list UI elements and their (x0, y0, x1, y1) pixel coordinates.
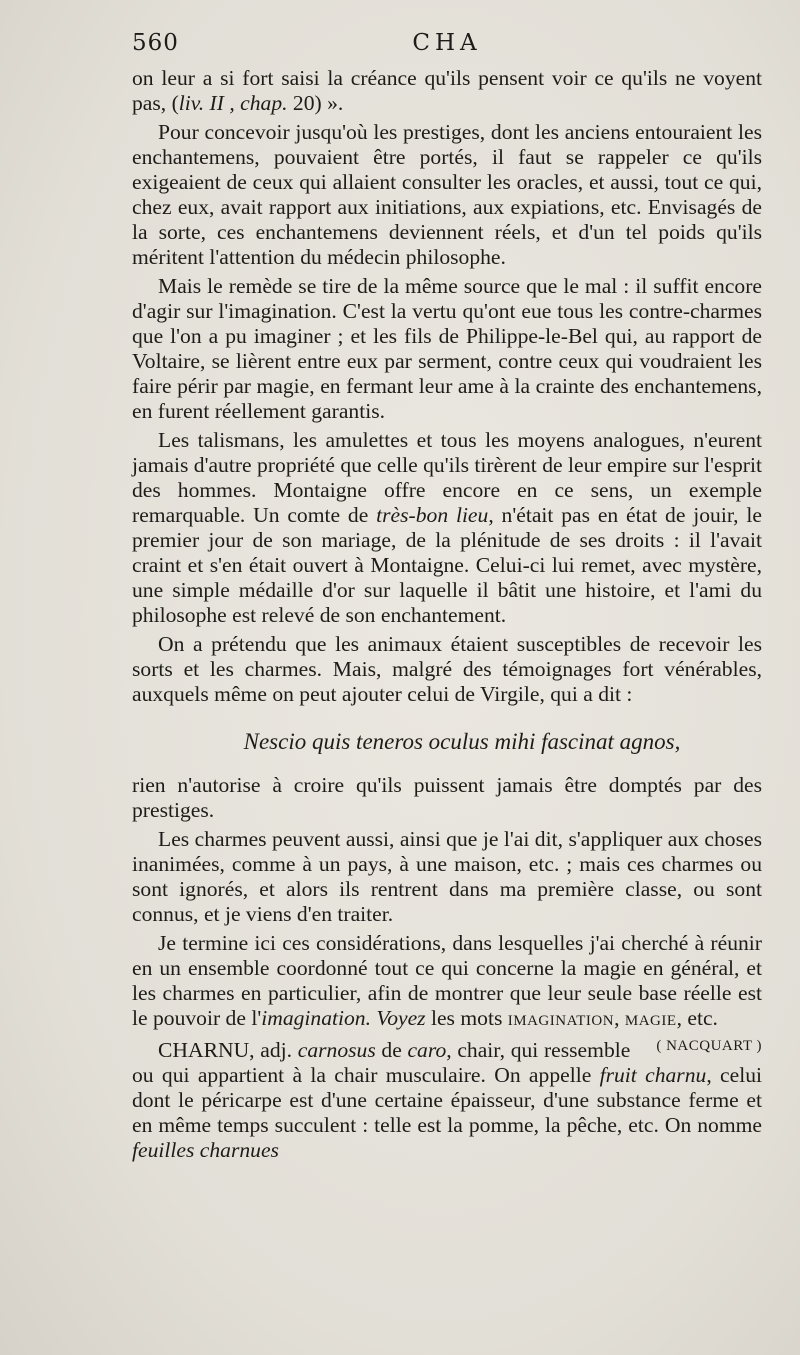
text-run: de (375, 1038, 408, 1062)
paragraph: Pour concevoir jusqu'où les prestiges, dont les anciens entouraient les enchantemens, pouvaient être portés, il faut se rappeler ce qu'ils exigeaient de ceux qui allaient consulter les oracles, et aussi, tout ce qui, chez eux, avait rapport aux initiations, aux expiations, etc. Envisagés de la sorte, ces enchantemens deviennent réels, et d'un tel poids qu'ils méritent l'attention du médecin philosophe. (132, 120, 762, 269)
italic-phrase: très-bon lieu (376, 503, 489, 527)
paragraph: Mais le remède se tire de la même source que le mal : il suffit encore d'agir sur l'imagination. C'est la vertu qu'ont eue tous les contre-charmes que l'on a pu imaginer ; et les fils de Philippe-le-Bel qui, au rapport de Voltaire, se lièrent entre eux par serment, contre ceux qui voudraient les faire périr par magie, en fermant leur ame à la crainte des enchantemens, en furent réellement garantis. (132, 274, 762, 423)
latin-verse-quote: Nescio quis teneros oculus mihi fascinat agnos, (243, 729, 681, 754)
text-run: les mots (425, 1006, 508, 1030)
text-run: , etc. (676, 1006, 718, 1030)
author-signature: ( NACQUART ) (656, 1038, 762, 1054)
paragraph: rien n'autorise à croire qu'ils puissent jamais être domptés par des prestiges. (132, 773, 762, 822)
italic-phrase: imagination. Voyez (261, 1006, 426, 1030)
cross-reference: IMAGINATION (507, 1013, 615, 1029)
text-run: 20) ». (287, 91, 344, 115)
paragraph (132, 428, 762, 628)
italic-phrase: fruit charnu (599, 1063, 707, 1087)
text-run: , celui dont le péricarpe est d'une certaine épaisseur, d'une substance ferme et en même temps succulent : telle est la pomme, la pêche, etc. On nomme (132, 1063, 762, 1137)
text-run: , n'était pas en état de jouir, le premier jour de son mariage, de la plénitude de ses droits : il l'avait craint et s'en était ouvert à Montaigne. Celui-ci lui remet, avec mystère, une simple médaille d'or sur laquelle il bâtit une histoire, et l'ami du philosophe est relevé de son enchantement. (132, 503, 762, 627)
paragraph-continuation (132, 66, 762, 116)
paragraph: Les charmes peuvent aussi, ainsi que je l'ai dit, s'appliquer aux choses inanimées, comme à un pays, à une maison, etc. ; mais ces charmes ou sont ignorés, et alors ils rentrent dans ma première classe, ou sont connus, et je viens d'en traiter. (132, 827, 762, 926)
text-run: Je termine ici ces considérations, dans lesquelles j'ai cherché à réunir en un ensemble coordonné tout ce qui concerne la magie en général, et les charmes en particulier, afin de montrer que leur seule base réelle est le pouvoir de l' (132, 931, 762, 1030)
running-head: CHA (412, 30, 482, 56)
citation-reference: liv. II , chap. (178, 91, 288, 115)
italic-phrase: feuilles charnues (132, 1138, 279, 1162)
entry-headword: CHARNU, adj. (158, 1038, 298, 1062)
page-header (132, 30, 762, 64)
text-run: , chair, qui ressemble ou qui appartient à la chair musculaire. On appelle (132, 1038, 631, 1087)
text-run: Les talismans, les amulettes et tous les moyens analogues, n'eurent jamais d'autre propriété que celle qu'ils tirèrent de leur empire sur l'esprit des hommes. Montaigne offre encore en ce sens, un exemple remarquable. Un comte de (132, 428, 762, 527)
main-text (132, 66, 762, 1163)
paragraph: On a prétendu que les animaux étaient susceptibles de recevoir les sorts et les charmes. Mais, malgré des témoignages fort vénérables, auxquels même on peut ajouter celui de Virgile, qui a dit : (132, 632, 762, 706)
italic-phrase: caro (407, 1038, 447, 1062)
cross-reference: MAGIE (624, 1013, 677, 1029)
italic-phrase: carnosus (297, 1038, 376, 1062)
page-number: 560 (132, 30, 179, 56)
text-run: on leur a si fort saisi la créance qu'ils pensent voir ce qu'ils ne voyent pas, ( (132, 66, 762, 115)
text-run: , (614, 1006, 625, 1030)
